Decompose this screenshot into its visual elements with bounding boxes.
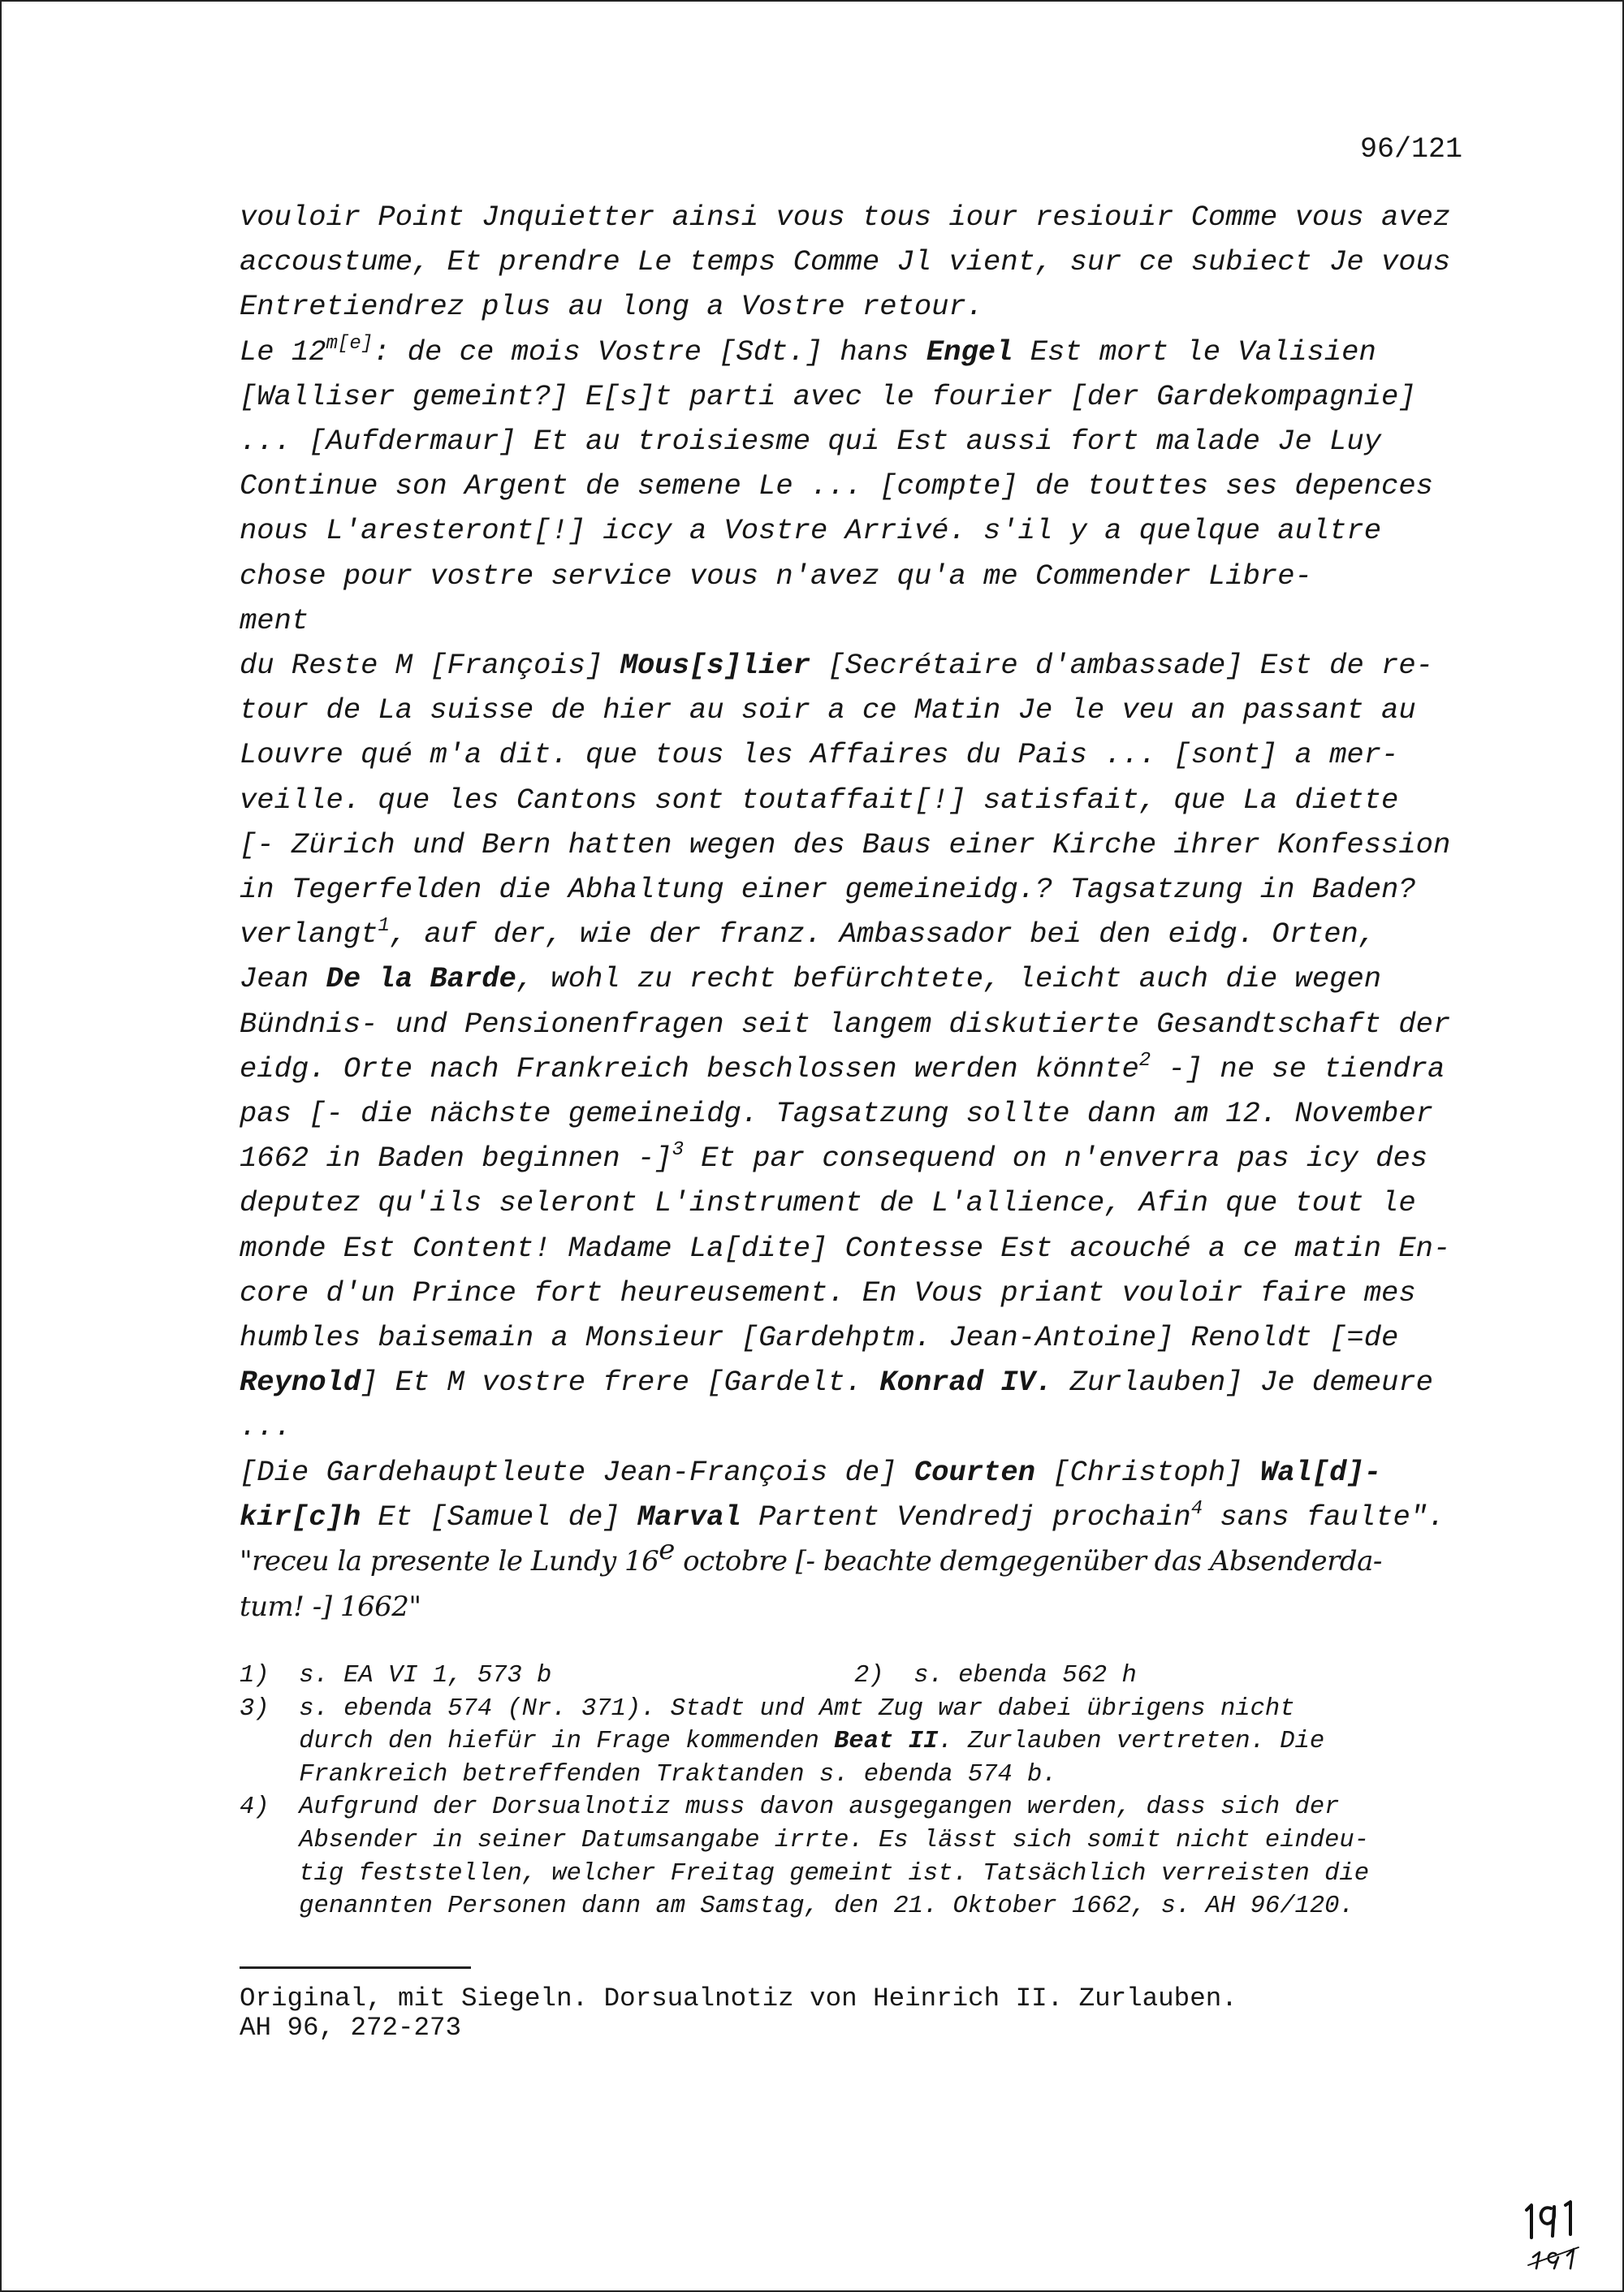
text: Continue son Argent de semene Le ... [compte] de touttes ses depences — [240, 469, 1433, 503]
body-line — [240, 956, 1486, 1001]
text: ... [Aufdermaur] Et au troisiesme qui Est aussi fort malade Je Luy — [240, 425, 1382, 459]
body-line — [240, 1315, 1486, 1360]
body-line — [240, 1450, 1486, 1495]
footnote-divider — [240, 1966, 471, 1969]
body-line — [240, 508, 1486, 553]
text: Jean — [240, 962, 326, 996]
body-line — [240, 554, 1486, 598]
body-line — [240, 1047, 1486, 1091]
text: 1662 in Baden beginnen -] — [240, 1142, 672, 1176]
text: Entretiendrez plus au long a Vostre retour. — [240, 290, 984, 324]
footnote-4 — [240, 1791, 1506, 1824]
body-line — [240, 1495, 1486, 1539]
source-reference: AH 96, 272-273 — [240, 2013, 462, 2043]
text: 3) s. ebenda 574 (Nr. 371). Stadt und Amt Zug war dabei übrigens nicht — [240, 1694, 1295, 1723]
name-bold: Courten — [914, 1455, 1035, 1489]
name-bold: kir[c]h — [240, 1500, 361, 1534]
text: Et par consequend on n'enverra pas icy des — [684, 1142, 1428, 1176]
text: . Zurlauben vertreten. Die — [938, 1728, 1325, 1756]
superscript: e — [659, 1534, 675, 1567]
name-bold: Beat II — [834, 1728, 939, 1756]
name-bold: Wal[d]- — [1259, 1455, 1382, 1489]
text: tour de La suisse de hier au soir a ce Matin Je le veu an passant au — [240, 693, 1416, 727]
text: core d'un Prince fort heureusement. En Vous priant vouloir faire mes — [240, 1275, 1416, 1310]
body-line — [240, 1405, 1486, 1449]
text: [Die Gardehauptleute Jean-François de] — [240, 1455, 914, 1489]
body-line — [240, 822, 1486, 867]
body-line — [240, 330, 1486, 374]
dorsal-note-text: 1662" — [331, 1591, 421, 1624]
name-bold: Reynold — [240, 1366, 361, 1400]
text: [Secrétaire d'ambassade] Est de re- — [810, 649, 1433, 683]
handwritten-page-number-stamp — [1522, 2197, 1582, 2272]
text: accoustume, Et prendre Le temps Comme Jl vient, sur ce subiect Je vous — [240, 245, 1451, 279]
text: 4) Aufgrund der Dorsualnotiz muss davon ausgegangen werden, dass sich der — [240, 1793, 1340, 1822]
footnote-4-cont — [240, 1890, 1506, 1923]
text: [Walliser gemeint?] E[s]t parti avec le fourier [der Gardekompagnie] — [240, 379, 1416, 413]
text: veille. que les Cantons sont toutaffait[!] satisfait, que La diette — [240, 783, 1399, 817]
text: vouloir Point Jnquietter ainsi vous tous iour resiouir Comme vous avez — [240, 201, 1451, 234]
text: du Reste M [François] — [240, 649, 620, 683]
text: tig feststellen, welcher Freitag gemeint ist. Tatsächlich verreisten die — [240, 1859, 1370, 1888]
body-line — [240, 912, 1486, 956]
text: [Christoph] — [1034, 1455, 1260, 1489]
body-line — [240, 1360, 1486, 1405]
text: in Tegerfelden die Abhaltung einer gemeineidg.? Tagsatzung in Baden? — [240, 873, 1416, 907]
text: pas [- die nächste gemeineidg. Tagsatzung sollte dann am 12. November — [240, 1097, 1433, 1131]
body-line — [240, 1226, 1486, 1271]
text: Bündnis- und Pensionenfragen seit langem diskutierte Gesandtschaft der — [240, 1007, 1451, 1041]
text: ment — [240, 603, 309, 637]
text: deputez qu'ils seleront L'instrument de L'allience, Afin que tout le — [240, 1186, 1416, 1220]
body-line — [240, 195, 1486, 240]
text: verlangt — [240, 917, 378, 952]
name-bold: De la Barde — [326, 962, 516, 996]
text: sans faulte". — [1203, 1500, 1445, 1534]
name-bold: Mous[s]lier — [620, 649, 811, 683]
footnotes — [240, 1660, 1506, 1923]
text: Et [Samuel de] — [361, 1500, 637, 1534]
page-number: 96/121 — [1360, 133, 1463, 166]
body-line — [240, 1136, 1486, 1181]
text: genannten Personen dann am Samstag, den 21. Oktober 1662, s. AH 96/120. — [240, 1893, 1354, 1921]
dorsal-note-text: "receu la presente le Lundy 16 — [240, 1545, 659, 1578]
body-line — [240, 1181, 1486, 1225]
body-line — [240, 374, 1486, 419]
footnote-4-cont — [240, 1858, 1506, 1891]
text: Zurlauben] Je demeure — [1052, 1366, 1433, 1400]
text: Le 12 — [240, 335, 326, 369]
text: Absender in seiner Datumsangabe irrte. Es lässt sich somit nicht eindeu- — [240, 1826, 1370, 1854]
body-line — [240, 688, 1486, 732]
superscript: m[e] — [326, 332, 374, 355]
body-line — [240, 1091, 1486, 1136]
body-line — [240, 1534, 1486, 1585]
text: ] Et M vostre frere [Gardelt. — [361, 1366, 880, 1400]
text: chose pour vostre service vous n'avez qu'a me Commender Libre- — [240, 559, 1312, 593]
footnote-3-cont — [240, 1759, 1506, 1792]
name-bold: Engel — [926, 335, 1013, 369]
text: -] ne se tiendra — [1151, 1051, 1445, 1086]
text: Frankreich betreffenden Traktanden s. ebenda 574 b. — [240, 1760, 1057, 1789]
body-line — [240, 1271, 1486, 1315]
footnote-marker: 3 — [672, 1139, 684, 1162]
editorial-note: [- beachte demgegenüber das Absenderda- — [787, 1545, 1382, 1578]
text: eidg. Orte nach Frankreich beschlossen werden könnte — [240, 1051, 1139, 1086]
body-line — [240, 643, 1486, 688]
footnote-3 — [240, 1693, 1506, 1726]
letter-body — [240, 195, 1486, 1631]
footnote-marker: 4 — [1190, 1497, 1203, 1520]
body-line — [240, 284, 1486, 329]
text: Partent Vendredj prochain — [741, 1500, 1191, 1534]
body-line — [240, 240, 1486, 284]
text: Louvre qué m'a dit. que tous les Affaires du Pais ... [sont] a mer- — [240, 738, 1399, 772]
body-line — [240, 1002, 1486, 1047]
source-note — [240, 1984, 1237, 2043]
footnote-marker: 1 — [378, 915, 390, 938]
footnote-marker: 2 — [1138, 1049, 1151, 1072]
text: ... — [240, 1410, 292, 1444]
text: [- Zürich und Bern hatten wegen des Baus einer Kirche ihrer Konfession — [240, 827, 1451, 861]
text: Est mort le Valisien — [1013, 335, 1376, 369]
footnote-2: 2) s. ebenda 562 h — [854, 1662, 1137, 1690]
body-line — [240, 598, 1486, 643]
footnote-1: 1) s. EA VI 1, 573 b — [240, 1662, 552, 1690]
text: , wohl zu recht befürchtete, leicht auch die wegen — [516, 962, 1382, 996]
name-bold: Marval — [637, 1500, 741, 1534]
text: nous L'aresteront[!] iccy a Vostre Arrivé. s'il y a quelque aultre — [240, 514, 1382, 548]
body-line — [240, 778, 1486, 822]
editorial-note: tum! -] — [240, 1591, 332, 1624]
body-line — [240, 419, 1486, 464]
dorsal-note-text: octobre — [674, 1545, 788, 1578]
name-bold: Konrad IV. — [879, 1366, 1053, 1400]
text: durch den hiefür in Frage kommenden — [240, 1728, 835, 1756]
body-line — [240, 732, 1486, 777]
text: monde Est Content! Madame La[dite] Contesse Est acouché a ce matin En- — [240, 1231, 1451, 1265]
body-line — [240, 464, 1486, 508]
source-line: Original, mit Siegeln. Dorsualnotiz von Heinrich II. Zurlauben. — [240, 1983, 1237, 2014]
text: : de ce mois Vostre [Sdt.] hans — [373, 335, 926, 369]
text: humbles baisemain a Monsieur [Gardehptm. Jean-Antoine] Renoldt [=de — [240, 1321, 1399, 1355]
body-line — [240, 1585, 1486, 1630]
footnote-4-cont — [240, 1824, 1506, 1858]
footnote-3-cont — [240, 1725, 1506, 1759]
text: , auf der, wie der franz. Ambassador bei den eidg. Orten, — [389, 917, 1376, 952]
body-line — [240, 867, 1486, 912]
